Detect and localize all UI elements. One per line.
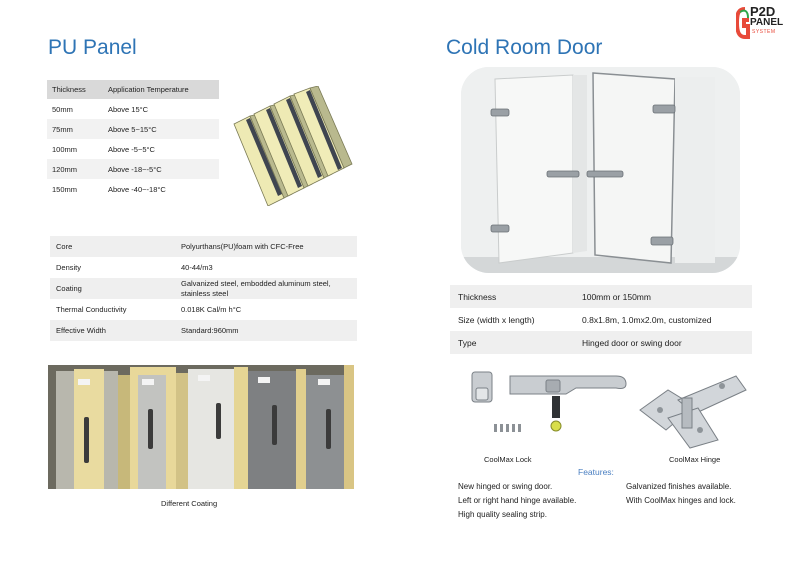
spec-label: Effective Width <box>50 320 175 341</box>
feature-item: With CoolMax hinges and lock. <box>626 496 736 505</box>
door-spec-label: Size (width x length) <box>458 314 535 325</box>
cell-thickness: 150mm <box>52 184 78 194</box>
cell-temperature: Above -18~-5°C <box>103 159 219 179</box>
pu-panel-stack-image <box>232 86 357 206</box>
cell-temperature: Above 5~15°C <box>103 119 219 139</box>
table-row <box>47 159 219 179</box>
feature-item: New hinged or swing door. <box>458 482 553 491</box>
table-row <box>450 285 752 308</box>
cold-room-door-title: Cold Room Door <box>446 36 603 59</box>
coating-samples-photo <box>48 365 354 489</box>
spec-value: Polyurthans(PU)foam with CFC-Free <box>175 236 357 257</box>
feature-item: High quality sealing strip. <box>458 510 547 519</box>
door-spec-value: Hinged door or swing door <box>574 331 752 354</box>
coolmax-hinge-image <box>638 370 748 450</box>
thickness-table <box>47 80 219 199</box>
thickness-table-header <box>47 80 219 99</box>
spec-value: Standard:960mm <box>175 320 357 341</box>
pu-panel-title: PU Panel <box>48 36 137 59</box>
table-row <box>50 320 357 341</box>
header-thickness: Thickness <box>47 80 103 99</box>
spec-label: Core <box>50 236 175 257</box>
door-spec-label: Type <box>450 331 574 354</box>
cell-thickness: 75mm <box>47 119 103 139</box>
cell-thickness: 100mm <box>52 144 78 154</box>
table-row <box>450 308 752 331</box>
hinge-caption: CoolMax Hinge <box>669 455 721 464</box>
features-title: Features: <box>578 467 614 477</box>
feature-item: Left or right hand hinge available. <box>458 496 577 505</box>
table-row <box>50 299 357 320</box>
coating-caption: Different Coating <box>161 499 218 508</box>
table-row <box>50 278 357 299</box>
logo-text-system: SYSTEM <box>752 29 776 35</box>
coolmax-lock-image <box>466 366 628 450</box>
door-spec-value: 100mm or 150mm <box>574 285 752 308</box>
spec-label: Thermal Conductivity <box>56 305 127 314</box>
table-row <box>50 236 357 257</box>
header-application-temperature: Application Temperature <box>103 80 219 99</box>
feature-item: Galvanized finishes available. <box>626 482 732 491</box>
spec-value: Galvanized steel, embodded aluminum steel, stainless steel <box>175 278 357 299</box>
pu-panel-spec-table <box>50 236 357 341</box>
lock-caption: CoolMax Lock <box>484 455 532 464</box>
cell-temperature: Above 15°C <box>107 104 149 114</box>
cell-temperature: Above -5~5°C <box>107 144 155 154</box>
spec-value: 0.018K Cal/m h°C <box>181 305 242 314</box>
door-spec-table <box>450 285 752 354</box>
table-row <box>50 257 357 278</box>
table-row <box>47 119 219 139</box>
spec-label: Density <box>56 263 82 272</box>
table-row <box>47 139 219 159</box>
cold-room-door-photo <box>461 67 740 273</box>
table-row <box>450 331 752 354</box>
spec-label: Coating <box>50 278 175 299</box>
table-row <box>47 179 219 199</box>
cell-temperature: Above -40~-18°C <box>107 184 166 194</box>
cell-thickness: 120mm <box>47 159 103 179</box>
door-spec-value: 0.8x1.8m, 1.0mx2.0m, customized <box>582 314 712 325</box>
door-spec-label: Thickness <box>450 285 574 308</box>
cell-thickness: 50mm <box>52 104 73 114</box>
logo-text-p2d: P2D <box>750 4 776 19</box>
table-row <box>47 99 219 119</box>
logo-text-panel: PANEL <box>750 17 784 28</box>
spec-value: 40-44/m3 <box>181 263 213 272</box>
brand-logo <box>736 6 786 40</box>
